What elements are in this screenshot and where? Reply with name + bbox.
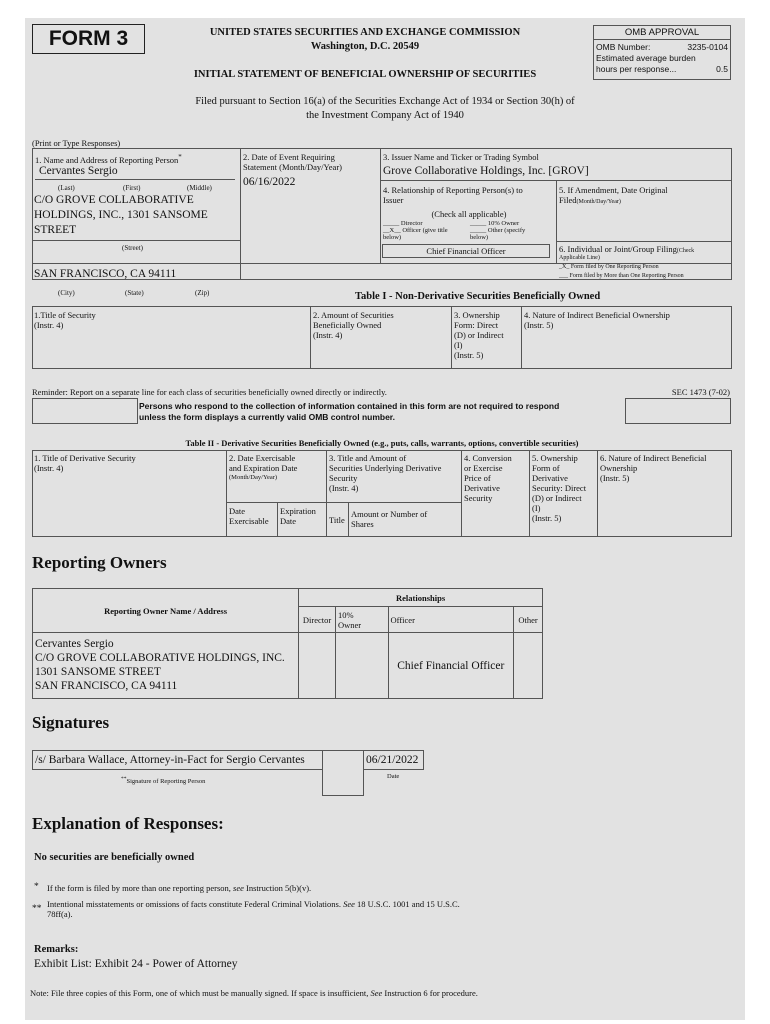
owner-name-address: [33, 633, 299, 699]
owner-director-cell: [299, 633, 336, 699]
explanation-heading: Explanation of Responses:: [32, 814, 224, 833]
table2-col4-line2: or Exercise: [464, 463, 503, 473]
signature-label-mark: **: [121, 776, 127, 782]
owner-officer-cell: Chief Financial Officer: [388, 633, 514, 699]
sec-form-code: SEC 1473 (7-02): [671, 387, 730, 397]
owner-name: Cervantes Sergio: [35, 638, 114, 650]
table2-title: Table II - Derivative Securities Beneficially Owned (e.g., puts, calls, warrants, options, convertible securities): [185, 438, 579, 448]
table2-col1-line2: (Instr. 4): [34, 463, 64, 473]
agency-name: UNITED STATES SECURITIES AND EXCHANGE COMMISSION: [209, 27, 521, 38]
table2-col1-line1: 1. Title of Derivative Security: [34, 453, 136, 463]
footnote-2-text-a: Intentional misstatements or omissions of facts constitute Federal Criminal Violations.: [47, 899, 344, 909]
table1-col2-line2: Beneficially Owned: [313, 320, 382, 330]
box4-label-line1: 4. Relationship of Reporting Person(s) to: [383, 185, 523, 195]
relationships-header: Relationships: [299, 589, 543, 607]
table2-col4-header: [464, 453, 512, 503]
reminder-text: Reminder: Report on a separate line for each class of securities beneficially owned directly or indirectly.: [32, 387, 387, 397]
box4-label-line2: Issuer: [383, 195, 404, 205]
box6-label: 6. Individual or Joint/Group Filing: [559, 244, 677, 254]
date-exercisable-line1: Date: [229, 506, 246, 516]
persons-notice-line2: unless the form displays a currently valid OMB control number.: [139, 412, 396, 422]
officer-below-label: below): [383, 234, 402, 241]
owner-address-line1: C/O GROVE COLLABORATIVE HOLDINGS, INC.: [35, 652, 285, 664]
one-reporting-person-option[interactable]: _X_ Form filed by One Reporting Person: [559, 264, 659, 270]
table2-col3-header: [329, 453, 441, 493]
table2-col5-line1: 5. Ownership: [532, 453, 578, 463]
table2-col4-line3: Price of: [464, 473, 491, 483]
signature-label: [121, 775, 205, 786]
table2-col3-line3: Security: [329, 473, 358, 483]
date-exercisable-line2: Exercisable: [229, 516, 269, 526]
table2-col2-header: [229, 453, 297, 483]
name-last-label: (Last): [58, 184, 75, 192]
amount-line2: Shares: [351, 519, 374, 529]
multiple-reporting-persons-option[interactable]: ___ Form filed by More than One Reporting Person: [559, 273, 684, 279]
procedure-note-see: See: [370, 988, 383, 998]
form-title: INITIAL STATEMENT OF BENEFICIAL OWNERSHIP OF SECURITIES: [193, 69, 537, 80]
expiration-line1: Expiration: [280, 506, 316, 516]
signature-field: [32, 750, 323, 770]
table2-col3-line2: Securities Underlying Derivative: [329, 463, 442, 473]
owner-address-line3: SAN FRANCISCO, CA 94111: [35, 680, 178, 692]
footnote-1-see: see: [233, 883, 244, 893]
form-label: FORM 3: [48, 27, 129, 50]
procedure-note: [30, 988, 478, 998]
omb-number-label: OMB Number:: [596, 42, 651, 52]
table2-col5-header: [532, 453, 586, 523]
footnote-2-text-c: 78ff(a).: [47, 909, 73, 919]
check-all-applicable: (Check all applicable): [431, 209, 507, 219]
ten-owner-line2: Owner: [338, 619, 362, 630]
box5-date-format: (Month/Day/Year): [576, 199, 621, 205]
table1-col3-line2: Form: Direct: [454, 320, 499, 330]
name-middle-label: (Middle): [187, 184, 212, 192]
table1-col3-line4: (I): [454, 340, 463, 350]
table1-col1-header: [34, 310, 96, 330]
owner-name-header: Reporting Owner Name / Address: [33, 589, 299, 633]
footnote-1-text-a: If the form is filed by more than one reporting person,: [47, 883, 234, 893]
footnote-1: [47, 883, 311, 893]
notice-right-box: [625, 398, 731, 424]
omb-title: OMB APPROVAL: [594, 26, 730, 40]
table1-col1-line1: 1.Title of Security: [34, 310, 96, 320]
date-label: Date: [387, 773, 400, 780]
signatures-heading: Signatures: [32, 713, 110, 732]
name-first-label: (First): [123, 184, 141, 192]
state-label: (State): [125, 289, 144, 297]
underlying-amount-header: [351, 509, 427, 529]
officer-option: __X__ Officer (give title: [383, 227, 448, 234]
other-checkbox[interactable]: [470, 227, 525, 234]
owner-other-cell: [514, 633, 543, 699]
director-option: _____ Director: [383, 220, 423, 227]
zip-label: (Zip): [195, 289, 210, 297]
table2-col4-line1: 4. Conversion: [464, 453, 512, 463]
table2-col6-line2: Ownership: [600, 463, 638, 473]
box2-label-line1: 2. Date of Event Requiring: [243, 152, 335, 162]
director-header: Director: [299, 607, 336, 633]
signature-text: /s/ Barbara Wallace, Attorney-in-Fact for Sergio Cervantes: [35, 754, 305, 766]
table2-col4-line5: Security: [464, 493, 493, 503]
owner-ten-owner-cell: [336, 633, 389, 699]
reporting-owners-table: [32, 588, 543, 699]
table1-col1-line2: (Instr. 4): [34, 320, 64, 330]
table2-col5-line7: (Instr. 5): [532, 513, 562, 523]
address-line3: STREET: [34, 224, 77, 236]
footnote-2-text-b: 18 U.S.C. 1001 and 15 U.S.C.: [354, 899, 460, 909]
ten-owner-line1: 10%: [338, 609, 354, 620]
footnote-2: [47, 899, 460, 919]
box6-label-line2: Applicable Line): [559, 255, 600, 261]
table1-col2-header: [313, 310, 394, 340]
no-securities-note: No securities are beneficially owned: [34, 852, 195, 863]
agency-city: Washington, D.C. 20549: [310, 41, 420, 52]
table2-col5-line2: Form of: [532, 463, 560, 473]
omb-burden-line2: hours per response...: [596, 64, 677, 74]
box5-label-line1: 5. If Amendment, Date Original: [559, 185, 668, 195]
officer-header: Officer: [388, 607, 514, 633]
remarks-label: Remarks:: [34, 944, 79, 955]
procedure-note-a: Note: File three copies of this Form, one of which must be manually signed. If space is insufficient,: [30, 988, 371, 998]
remarks-text: Exhibit List: Exhibit 24 - Power of Attorney: [34, 958, 238, 970]
table2-col5-line6: (I): [532, 503, 541, 513]
expiration-date-header: [280, 506, 316, 526]
officer-title: Chief Financial Officer: [426, 246, 506, 256]
footnote-2-see: See: [343, 899, 355, 909]
filed-pursuant-line2: the Investment Company Act of 1940: [306, 110, 464, 121]
box3-label: 3. Issuer Name and Ticker or Trading Symbol: [383, 152, 539, 162]
table1-col3-line1: 3. Ownership: [454, 310, 500, 320]
form-label-box: [32, 24, 145, 54]
city-state-zip: SAN FRANCISCO, CA 94111: [34, 268, 177, 280]
form-page: [25, 18, 745, 1020]
other-header: Other: [514, 607, 543, 633]
expiration-line2: Date: [280, 516, 297, 526]
footnote-1-text-b: Instruction 5(b)(v).: [243, 883, 312, 893]
table1-col3-line5: (Instr. 5): [454, 350, 484, 360]
director-checkbox[interactable]: [383, 220, 423, 227]
box1-footnote-mark: *: [178, 153, 182, 161]
omb-approval-box: [593, 25, 731, 80]
table1-col4-header: [524, 310, 670, 330]
box1-label: [35, 152, 182, 165]
ten-percent-owner-checkbox[interactable]: [470, 220, 519, 227]
procedure-note-b: Instruction 6 for procedure.: [382, 988, 478, 998]
table1-col4-line2: (Instr. 5): [524, 320, 554, 330]
underlying-title-header: Title: [329, 515, 345, 525]
filed-pursuant-line1: Filed pursuant to Section 16(a) of the Securities Exchange Act of 1934 or Section 30(h) of: [195, 96, 575, 107]
signature-date-field: [363, 750, 424, 770]
footnote-1-mark: *: [34, 882, 39, 892]
box6-check-note: (Check: [676, 248, 695, 254]
amount-line1: Amount or Number of: [351, 509, 428, 519]
table2-col5-line3: Derivative: [532, 473, 568, 483]
table2-col5-line5: (D) or Indirect: [532, 493, 582, 503]
table2-col6-line3: (Instr. 5): [600, 473, 630, 483]
table1-col3-line3: (D) or Indirect: [454, 330, 504, 340]
table2-col2-line3: (Month/Day/Year): [229, 474, 278, 481]
table2-col3-line4: (Instr. 4): [329, 483, 359, 493]
ten-owner-header: [336, 607, 389, 633]
table2-col5-line4: Security: Direct: [532, 483, 587, 493]
signature-label-text: Signature of Reporting Person: [126, 778, 206, 786]
table1-col4-line1: 4. Nature of Indirect Beneficial Ownership: [524, 310, 670, 320]
table1-col2-line1: 2. Amount of Securities: [313, 310, 394, 320]
signature-date: 06/21/2022: [366, 754, 419, 766]
table2-col4-line4: Derivative: [464, 483, 500, 493]
table2-col1-header: [34, 453, 136, 473]
table1-col2-line3: (Instr. 4): [313, 330, 343, 340]
issuer-name-ticker: Grove Collaborative Holdings, Inc. [GROV]: [383, 165, 589, 177]
officer-title-box: [382, 244, 550, 258]
table1-title: Table I - Non-Derivative Securities Beneficially Owned: [355, 291, 601, 302]
omb-number-value: 3235-0104: [687, 42, 728, 52]
table2-col6-header: [600, 453, 706, 483]
address-line2: HOLDINGS, INC., 1301 SANSOME: [34, 209, 208, 221]
city-label: (City): [58, 289, 75, 297]
table1-col3-header: [454, 310, 504, 360]
box5-filed: Filed: [559, 195, 577, 205]
omb-burden-line1: Estimated average burden: [596, 53, 696, 63]
table2-col3-line1: 3. Title and Amount of: [329, 453, 407, 463]
table2-col2-line1: 2. Date Exercisable: [229, 453, 296, 463]
omb-burden-value: 0.5: [716, 64, 728, 74]
persons-notice-line1: Persons who respond to the collection of information contained in this form are not required to respond: [139, 401, 560, 411]
table2-col2-line2: and Expiration Date: [229, 463, 298, 473]
box2-label-line2: Statement (Month/Day/Year): [243, 162, 342, 172]
box1-label-text: 1. Name and Address of Reporting Person: [35, 154, 179, 165]
reporting-owners-heading: Reporting Owners: [32, 553, 167, 572]
street-label: (Street): [122, 244, 143, 252]
owner-address-line2: 1301 SANSOME STREET: [35, 666, 161, 678]
ten-owner-option: _____ 10% Owner: [470, 220, 520, 227]
date-exercisable-header: [229, 506, 269, 526]
officer-checkbox[interactable]: [383, 227, 448, 234]
footnote-2-mark: **: [32, 904, 42, 914]
print-note: (Print or Type Responses): [32, 138, 121, 148]
notice-left-box: [32, 398, 138, 424]
other-below-label: below): [470, 234, 489, 241]
address-line1: C/O GROVE COLLABORATIVE: [34, 194, 194, 206]
reporting-person-name: Cervantes Sergio: [39, 165, 118, 177]
signature-spacer-box: [322, 750, 364, 796]
event-date: 06/16/2022: [243, 176, 296, 188]
other-option: _____ Other (specify: [470, 227, 526, 234]
box5-label-line2: [559, 195, 621, 207]
table2-col6-line1: 6. Nature of Indirect Beneficial: [600, 453, 707, 463]
